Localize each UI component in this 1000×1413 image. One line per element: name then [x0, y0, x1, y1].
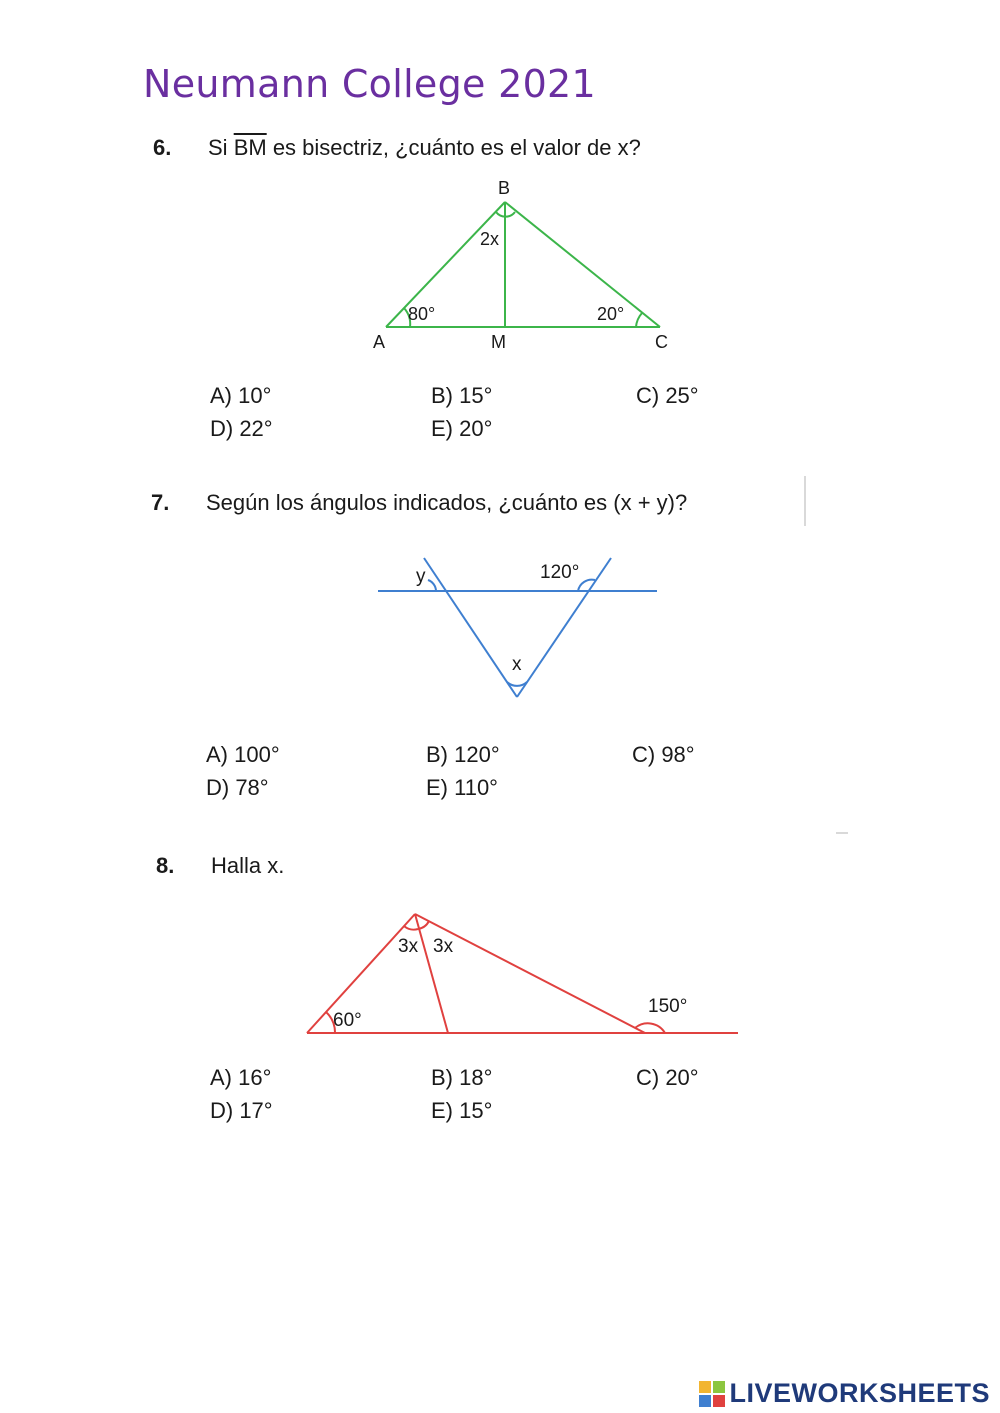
label-m: M: [491, 332, 506, 352]
label-right-3x: 3x: [433, 936, 454, 957]
brand-text: LIVEWORKSHEETS: [729, 1378, 990, 1408]
question-7-number: 7.: [151, 490, 170, 515]
q6-option-a: A) 10°: [210, 383, 272, 408]
question-6-number: 6.: [153, 135, 172, 160]
label-angle-20: 20°: [597, 304, 625, 324]
q8-option-d: D) 17°: [210, 1098, 273, 1123]
scan-mark: [804, 476, 806, 526]
label-angle-80: 80°: [408, 304, 436, 324]
logo-square-v: [699, 1395, 711, 1407]
question-6-text: [208, 135, 641, 161]
angle-arc-left-3x: [404, 926, 418, 930]
label-angle-150: 150°: [648, 996, 688, 1017]
label-b: B: [498, 178, 511, 198]
q8-option-a: A) 16°: [210, 1065, 272, 1090]
label-a: A: [373, 332, 386, 352]
page-title: Neumann College 2021: [143, 62, 597, 106]
angle-arc-60: [326, 1012, 335, 1033]
q6-option-b: B) 15°: [431, 383, 493, 408]
side-ab: [386, 202, 505, 327]
liveworksheets-brand[interactable]: [699, 1378, 990, 1409]
angle-arc-120: [578, 580, 595, 591]
question-8-number: 8.: [156, 853, 175, 878]
angle-arc-150: [635, 1023, 665, 1033]
question-6-text-suffix: es bisectriz, ¿cuánto es el valor de x?: [272, 135, 641, 160]
label-angle-60: 60°: [333, 1010, 362, 1031]
q8-option-e: E) 15°: [431, 1098, 493, 1123]
q6-option-d: D) 22°: [210, 416, 273, 441]
logo-square-e: [713, 1395, 725, 1407]
label-angle-120: 120°: [540, 562, 580, 583]
label-y: y: [416, 566, 426, 587]
label-c: C: [655, 332, 668, 352]
scan-mark: [836, 832, 848, 834]
question-6-segment: $\overline{BM}$: [233, 135, 267, 160]
q6-option-e: E) 20°: [431, 416, 493, 441]
q7-option-d: D) 78°: [206, 775, 269, 800]
label-left-3x: 3x: [398, 936, 419, 957]
right-side: [415, 914, 645, 1033]
side-bc: [505, 202, 660, 327]
angle-arc-a: [404, 308, 410, 327]
liveworksheets-logo-icon: [699, 1381, 725, 1407]
left-side: [307, 914, 415, 1033]
q6-option-c: C) 25°: [636, 383, 699, 408]
q8-option-b: B) 18°: [431, 1065, 493, 1090]
question-8-text: Halla x.: [211, 853, 285, 878]
label-x: x: [512, 654, 522, 675]
left-transversal: [424, 558, 517, 697]
q7-option-c: C) 98°: [632, 742, 695, 767]
right-transversal: [517, 558, 611, 697]
logo-square-i: [713, 1381, 725, 1393]
angle-arc-b: [496, 212, 515, 217]
angle-arc-x: [507, 682, 527, 686]
angle-arc-c: [636, 313, 642, 327]
q7-option-e: E) 110°: [426, 775, 498, 800]
angle-arc-right-3x: [418, 921, 429, 929]
triangle-abc: [386, 202, 660, 327]
label-angle-2x: 2x: [480, 229, 500, 249]
cevian: [415, 914, 448, 1033]
question-6-text-prefix: Si: [208, 135, 228, 160]
q7-option-b: B) 120°: [426, 742, 500, 767]
angle-arc-y: [428, 580, 436, 591]
question-7-text: Según los ángulos indicados, ¿cuánto es (x + y)?: [206, 490, 688, 515]
q8-option-c: C) 20°: [636, 1065, 699, 1090]
logo-square-l: [699, 1381, 711, 1393]
q7-option-a: A) 100°: [206, 742, 280, 767]
